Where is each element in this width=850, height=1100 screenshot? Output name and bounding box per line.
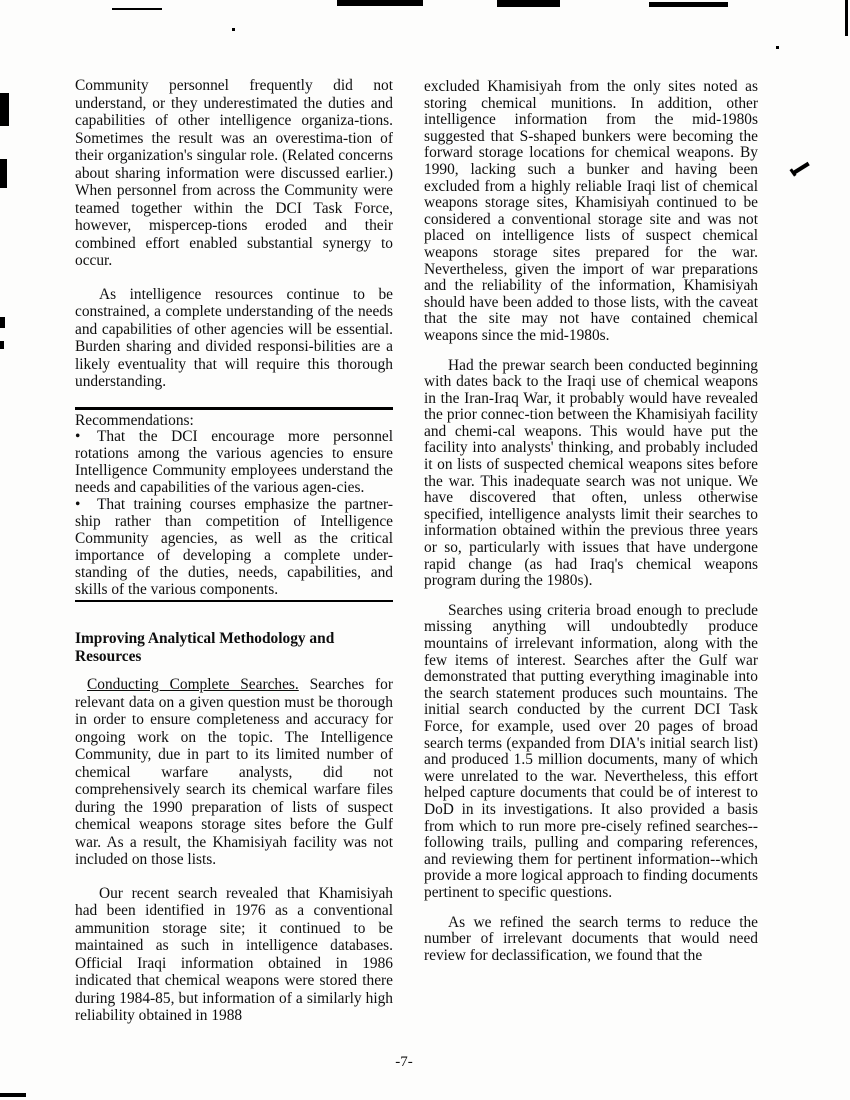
scan-artifact-left-dot-2 <box>0 341 4 349</box>
scan-artifact-left-blob-2 <box>0 159 7 188</box>
scan-artifact-top-3 <box>649 2 728 7</box>
scan-artifact-bottom-left <box>0 1093 26 1097</box>
scan-artifact-right-edge <box>845 0 848 36</box>
subsection-lead: Conducting Complete Searches. <box>87 676 299 694</box>
bullet-marker: • <box>75 496 81 514</box>
paragraph-prewar-search: Had the prewar search been conducted beginning with dates back to the Iraqi use of chemical weapons in the Iran-Iraq War, it probably would have revealed the prior connec-tion between the Khamisiyah facility and chemi-cal weapons. This would have put the facility into analysts' thinking, and probably included it on lists of suspected chemical weapons sites before the war. This inadequate search was not unique. We have discovered that often, unless otherwise specified, intelligence analysts limit their searches to information obtained within the previous three years or so, particularly with issues that have undergone rapid change (as had Iraq's chemical weapons program during the 1980s). <box>424 356 758 590</box>
recommendations-box <box>75 407 393 603</box>
paragraph-excluded-khamisiyah: excluded Khamisiyah from the only sites noted as storing chemical munitions. In addition, other intelligence information from the mid-1980s suggested that S-shaped bunkers were becoming the forward storage locations for chemical weapons. By 1990, lacking such a bunker and having been excluded from a highly reliable Iraqi list of chemical weapons storage sites, Khamisiyah continued to be considered a conventional storage site and was not placed on intelligence lists of suspect chemical weapons storage sites prepared for the war. Nevertheless, given the import of war preparations and the reliability of the information, Khamisiyah should have been added to those lists, with the caveat that the site may not have contained chemical weapons since the mid-1980s. <box>424 78 758 344</box>
recommendation-item <box>75 429 393 497</box>
recommendations-title: Recommendations: <box>75 411 194 429</box>
scan-artifact-top-4 <box>112 8 162 10</box>
scan-artifact-left-dot-1 <box>0 317 5 328</box>
paragraph-intelligence-resources: As intelligence resources continue to be constrained, a complete understanding of the needs and capabilities of other agencies will be essential. Burden sharing and divided responsi-bilities are a likely eventuality that will require this thorough understanding. <box>75 285 393 390</box>
paragraph-refined-terms: As we refined the search terms to reduce the number of irrelevant documents that would need review for declassification, we found that the <box>424 913 758 964</box>
paragraph-recent-search: Our recent search revealed that Khamisiyah had been identified in 1976 as a conventional ammunition storage site; it continued to be maintained as such in intelligence databases. Official Iraqi information obtained in 1986 indicated that chemical weapons were stored there during 1984-85, but information of a similarly high reliability obtained in 1988 <box>75 884 393 1025</box>
paragraph-community-personnel: Community personnel frequently did not understand, or they underestimated the duties and capabilities of other intelligence organiza-tions. Sometimes the result was an overestima-tion of their organization's singular role. (Related concerns about sharing information were discussed earlier.) When personnel from across the Community were teamed together within the DCI Task Force, however, mispercep-tions eroded and their combined effort enabled substantial synergy to occur. <box>75 77 393 269</box>
right-column <box>424 79 758 977</box>
recommendation-item <box>75 497 393 598</box>
scan-artifact-top-2 <box>497 0 560 7</box>
paragraph-conducting-searches <box>75 676 393 869</box>
scan-artifact-speck-1 <box>232 28 235 31</box>
scan-artifact-checkmark-stroke-1 <box>793 162 810 174</box>
section-heading: Improving Analytical Methodology and Resources <box>75 630 335 665</box>
page-number: -7- <box>395 1054 413 1070</box>
scan-artifact-left-blob-1 <box>0 93 9 126</box>
paragraph-broad-searches: Searches using criteria broad enough to preclude missing anything will undoubtedly produce mountains of irrelevant information, along with the few items of interest. Searches after the Gulf war demonstrated that putting everything imaginable into the search statement produces such mountains. The initial search conducted by the current DCI Task Force, for example, used over 20 pages of broad search terms (expanded from DIA's initial search list) and produced 1.5 million documents, many of which were unrelated to the war. Nevertheless, this effort helped capture documents that could be of interest to DoD in its investigations. It also provided a basis from which to run more pre-cisely refined searches--following trails, pulling and comparing references, and reviewing them for pertinent information--which provide a more logical approach to finding documents pertinent to specific questions. <box>424 601 758 901</box>
page-footer <box>0 1054 808 1071</box>
recommendation-text: That the DCI encourage more personnel rotations among the various agencies to ensure Intelligence Community employees understand the needs and capabilities of the various agen-cies. <box>75 428 393 497</box>
left-column <box>75 77 393 1041</box>
recommendation-text: That training courses emphasize the partner-ship rather than competition of Intelligence Community agencies, as well as the critical importance of developing a complete under-standing of the duties, needs, capabilities, and skills of the various components. <box>75 496 393 598</box>
bullet-marker: • <box>75 428 81 446</box>
paragraph-text: Searches for relevant data on a given question must be thorough in order to ensure completeness and accuracy for ongoing work on the topic. The Intelligence Community, due in part to its limited number of chemical warfare analysts, did not comprehensively search its chemical warfare files during the 1990 preparation of lists of suspect chemical weapons storage sites before the Gulf war. As a result, the Khamisiyah facility was not included on those lists. <box>75 676 393 869</box>
scan-artifact-speck-2 <box>776 46 779 49</box>
scan-artifact-top-1 <box>337 0 423 6</box>
